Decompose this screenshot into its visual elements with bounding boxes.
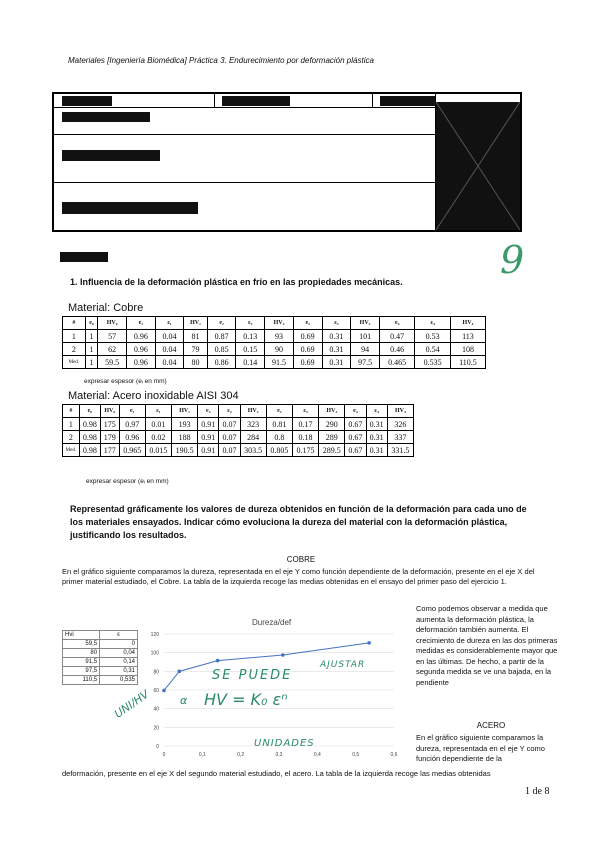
student-id-box: [52, 92, 522, 232]
table-cell: 1: [85, 330, 98, 343]
table-row: [63, 418, 414, 431]
table-header-cell: e₀: [79, 405, 100, 418]
x-tick-label: 0,6: [390, 752, 398, 758]
copper-table: [62, 316, 486, 369]
mini-table-cell: 91,5: [63, 658, 100, 667]
table-cell: 0.96: [119, 431, 145, 444]
table-header-cell: ε₃: [292, 405, 318, 418]
mini-table-row: [63, 658, 138, 667]
table-header-cell: e₂: [207, 317, 236, 330]
table-cell: 175: [100, 418, 119, 431]
table-header-cell: #: [63, 317, 86, 330]
table-cell: 57: [98, 330, 127, 343]
table-cell: 108: [450, 343, 485, 356]
table-cell: 59.5: [98, 356, 127, 369]
table-cell: 1: [85, 343, 98, 356]
table-cell: 101: [351, 330, 380, 343]
steel-material-label: Material: Acero inoxidable AISI 304: [68, 390, 239, 402]
table-header-cell: e₃: [293, 317, 322, 330]
data-point: [178, 670, 182, 674]
table-cell: 0.07: [219, 444, 240, 457]
table-header-cell: HV₁: [184, 317, 207, 330]
table-cell: 0.98: [79, 444, 100, 457]
table-cell: 0.69: [293, 356, 322, 369]
table-cell: 0.02: [145, 431, 171, 444]
redacted-label: [60, 252, 108, 262]
table-header-cell: HV₁: [172, 405, 198, 418]
table-cell: 94: [351, 343, 380, 356]
table-cell: 1: [63, 330, 86, 343]
y-tick-label: 60: [153, 688, 159, 694]
x-tick-label: 0: [162, 752, 166, 758]
mini-table-cell: 110,5: [63, 676, 100, 685]
table-cell: 0.965: [119, 444, 145, 457]
table-cell: 0.31: [366, 418, 387, 431]
table-cell: 81: [184, 330, 207, 343]
table-cell: 289: [319, 431, 345, 444]
table-header-cell: ε₁: [145, 405, 171, 418]
table-cell: 179: [100, 431, 119, 444]
chart-title: Dureza/def: [252, 618, 292, 627]
mini-table-cell: 0,04: [100, 649, 138, 658]
mini-table-cell: 59,5: [63, 640, 100, 649]
table-header-cell: ε₁: [155, 317, 184, 330]
table-header-cell: ε₃: [322, 317, 351, 330]
handwritten-alpha: α: [180, 694, 188, 707]
x-tick-label: 0,4: [313, 752, 321, 758]
handwritten-units-left: UNI/HV: [112, 687, 152, 721]
copper-material-label: Material: Cobre: [68, 302, 144, 314]
table-cell: 289.5: [319, 444, 345, 457]
table-cell: 0.53: [415, 330, 450, 343]
table-cell: 2: [63, 343, 86, 356]
x-tick-label: 0,3: [275, 752, 283, 758]
table-cell: 0.67: [345, 431, 366, 444]
x-tick-label: 0,1: [198, 752, 206, 758]
table-cell: 79: [184, 343, 207, 356]
table-cell: 0.96: [126, 343, 155, 356]
table-cell: 0.15: [236, 343, 265, 356]
redacted-photo: [436, 102, 520, 230]
table-cell: 0.97: [119, 418, 145, 431]
table-cell: 188: [172, 431, 198, 444]
y-tick-label: 20: [153, 725, 159, 732]
y-tick-label: 0: [156, 744, 159, 750]
table-header-cell: HV₀: [98, 317, 127, 330]
table-header-cell: HV₂: [265, 317, 294, 330]
redacted-name: [62, 96, 112, 106]
table-cell: 0.31: [366, 444, 387, 457]
table-cell: 91.5: [265, 356, 294, 369]
cobre-side-text: Como podemos observar a medida que aumenta la deformación plástica, la deformación también aumenta. El crecimiento de dureza en las dos primeras medidas es considerablemente mayor que en las últimas. De hecho, a partir de la segunda medida se ve una bajada, en la pendiente: [416, 604, 558, 687]
table-cell: 0.01: [145, 418, 171, 431]
table-cell: 80: [184, 356, 207, 369]
table-cell: 177: [100, 444, 119, 457]
y-tick-label: 120: [150, 632, 159, 638]
mini-table-header: ε: [100, 631, 138, 640]
table-cell: Med.: [63, 356, 86, 369]
data-point: [281, 653, 285, 657]
table-header-cell: HV₂: [240, 405, 266, 418]
table-row: [63, 431, 414, 444]
table-cell: 0.96: [126, 356, 155, 369]
table-header-cell: HV₀: [100, 405, 119, 418]
table-cell: 190.5: [172, 444, 198, 457]
table-cell: 0.07: [219, 431, 240, 444]
table-header-cell: HV₄: [450, 317, 485, 330]
table-cell: 0.67: [345, 418, 366, 431]
acero-side-text: En el gráfico siguiente comparamos la dureza, representada en el eje Y como función dependiente de la: [416, 733, 545, 763]
table-cell: 193: [172, 418, 198, 431]
document-header: Materiales [Ingeniería Biomédica] Práctica 3. Endurecimiento por deformación plástica: [68, 56, 374, 65]
table-cell: 0.04: [155, 356, 184, 369]
table-cell: 93: [265, 330, 294, 343]
acero-continuation: deformación, presente en el eje X del segundo material estudiado, el acero. La tabla de la izquierda recoge las medias obtenidas: [62, 769, 491, 778]
handwritten-note-2: AJUSTAR: [320, 660, 366, 670]
handwritten-formula: HV = K₀ εⁿ: [204, 690, 288, 709]
redacted-field-3: [62, 202, 198, 214]
table-cell: 0.04: [155, 343, 184, 356]
mini-table-cell: 0,31: [100, 667, 138, 676]
table-cell: 0.69: [293, 343, 322, 356]
table-cell: 323: [240, 418, 266, 431]
table-header-cell: ε₄: [415, 317, 450, 330]
handwritten-note-1: SE PUEDE: [212, 668, 293, 683]
table-header-cell: ε₂: [236, 317, 265, 330]
table-header-cell: e₄: [345, 405, 366, 418]
mini-table-header: Hvi: [63, 631, 100, 640]
table-cell: 110.5: [450, 356, 485, 369]
table-header-cell: e₁: [119, 405, 145, 418]
table-cell: 303.5: [240, 444, 266, 457]
table-cell: 0.805: [266, 444, 292, 457]
cobre-heading: COBRE: [286, 555, 316, 564]
instruction-paragraph: Representad gráficamente los valores de dureza obtenidos en función de la deformación para cada uno de los materiales ensayados. Indicar cómo evoluciona la dureza del material con la deformación plástica, justificando los resultados.: [70, 504, 527, 540]
mini-table-cell: 80: [63, 649, 100, 658]
table-cell: 0.54: [415, 343, 450, 356]
table-cell: 331.5: [387, 444, 413, 457]
table-cell: 0.85: [207, 343, 236, 356]
table-cell: 0.91: [198, 418, 219, 431]
y-tick-label: 100: [150, 650, 159, 657]
steel-note: expresar espesor (eᵢ en mm): [86, 478, 169, 485]
table-header-cell: ε₂: [219, 405, 240, 418]
table-cell: Med.: [63, 444, 80, 457]
section-title: 1. Influencia de la deformación plástica en frío en las propiedades mecánicas.: [70, 277, 403, 287]
acero-heading: ACERO: [476, 721, 506, 730]
data-point: [162, 689, 166, 693]
table-cell: 337: [387, 431, 413, 444]
mini-table-row: [63, 676, 138, 685]
data-point: [216, 659, 220, 663]
x-tick-label: 0,5: [352, 752, 360, 758]
x-tick-label: 0,2: [237, 752, 245, 758]
table-cell: 326: [387, 418, 413, 431]
table-cell: 1: [85, 356, 98, 369]
table-cell: 90: [265, 343, 294, 356]
table-cell: 0.465: [379, 356, 414, 369]
table-cell: 0.46: [379, 343, 414, 356]
table-cell: 0.69: [293, 330, 322, 343]
table-cell: 0.535: [415, 356, 450, 369]
table-header-cell: HV₄: [387, 405, 413, 418]
table-cell: 0.31: [322, 343, 351, 356]
table-cell: 0.96: [126, 330, 155, 343]
table-cell: 0.17: [292, 418, 318, 431]
table-header-cell: HV₃: [319, 405, 345, 418]
table-cell: 0.31: [366, 431, 387, 444]
hardness-mini-table: [62, 630, 138, 685]
table-cell: 0.47: [379, 330, 414, 343]
table-cell: 0.91: [198, 444, 219, 457]
table-header-cell: e₄: [379, 317, 414, 330]
page-number: 1 de 8: [525, 786, 550, 797]
steel-table: [62, 404, 414, 457]
table-cell: 62: [98, 343, 127, 356]
table-row: [63, 343, 486, 356]
table-header-cell: HV₃: [351, 317, 380, 330]
mini-table-cell: 97,5: [63, 667, 100, 676]
cobre-intro: En el gráfico siguiente comparamos la dureza, representada en el eje Y como función dependiente de la deformación, presente en el eje X del primer material estudiado, el Cobre. La tabla de la izquierda recoge las medias obtenidas en el ensayo del primer paso del ejercicio 1.: [62, 567, 535, 586]
table-header-cell: e₂: [198, 405, 219, 418]
table-header-cell: #: [63, 405, 80, 418]
table-cell: 290: [319, 418, 345, 431]
table-header-cell: e₁: [126, 317, 155, 330]
table-row: [63, 444, 414, 457]
table-row: [63, 356, 486, 369]
data-point: [367, 641, 371, 645]
table-cell: 0.91: [198, 431, 219, 444]
table-cell: 284: [240, 431, 266, 444]
table-cell: 0.98: [79, 431, 100, 444]
table-cell: 0.13: [236, 330, 265, 343]
table-cell: 0.18: [292, 431, 318, 444]
mini-table-cell: 0,14: [100, 658, 138, 667]
table-cell: 0.015: [145, 444, 171, 457]
table-cell: 0.86: [207, 356, 236, 369]
copper-note: expresar espesor (eᵢ en mm): [84, 378, 167, 385]
table-header-cell: e₃: [266, 405, 292, 418]
mini-table-row: [63, 649, 138, 658]
mini-table-cell: 0,535: [100, 676, 138, 685]
table-cell: 0.31: [322, 356, 351, 369]
handwritten-units-bottom: UNIDADES: [254, 738, 315, 749]
mini-table-row: [63, 640, 138, 649]
table-cell: 0.14: [236, 356, 265, 369]
redacted-field-2: [62, 150, 160, 161]
table-row: [63, 330, 486, 343]
table-cell: 0.175: [292, 444, 318, 457]
table-cell: 2: [63, 431, 80, 444]
table-cell: 97.5: [351, 356, 380, 369]
y-tick-label: 40: [153, 706, 159, 713]
redacted-surname: [222, 96, 290, 106]
mini-table-cell: 0: [100, 640, 138, 649]
table-cell: 0.8: [266, 431, 292, 444]
table-cell: 0.67: [345, 444, 366, 457]
table-cell: 0.31: [322, 330, 351, 343]
table-cell: 1: [63, 418, 80, 431]
table-cell: 0.87: [207, 330, 236, 343]
y-tick-label: 80: [153, 669, 159, 676]
mini-table-row: [63, 667, 138, 676]
table-cell: 0.81: [266, 418, 292, 431]
table-cell: 113: [450, 330, 485, 343]
table-header-cell: e₀: [85, 317, 98, 330]
table-cell: 0.98: [79, 418, 100, 431]
table-cell: 0.07: [219, 418, 240, 431]
redacted-group: [380, 96, 435, 106]
table-header-cell: ε₄: [366, 405, 387, 418]
redacted-field-1: [62, 112, 150, 122]
table-cell: 0.04: [155, 330, 184, 343]
grade-mark: 9: [500, 238, 525, 282]
